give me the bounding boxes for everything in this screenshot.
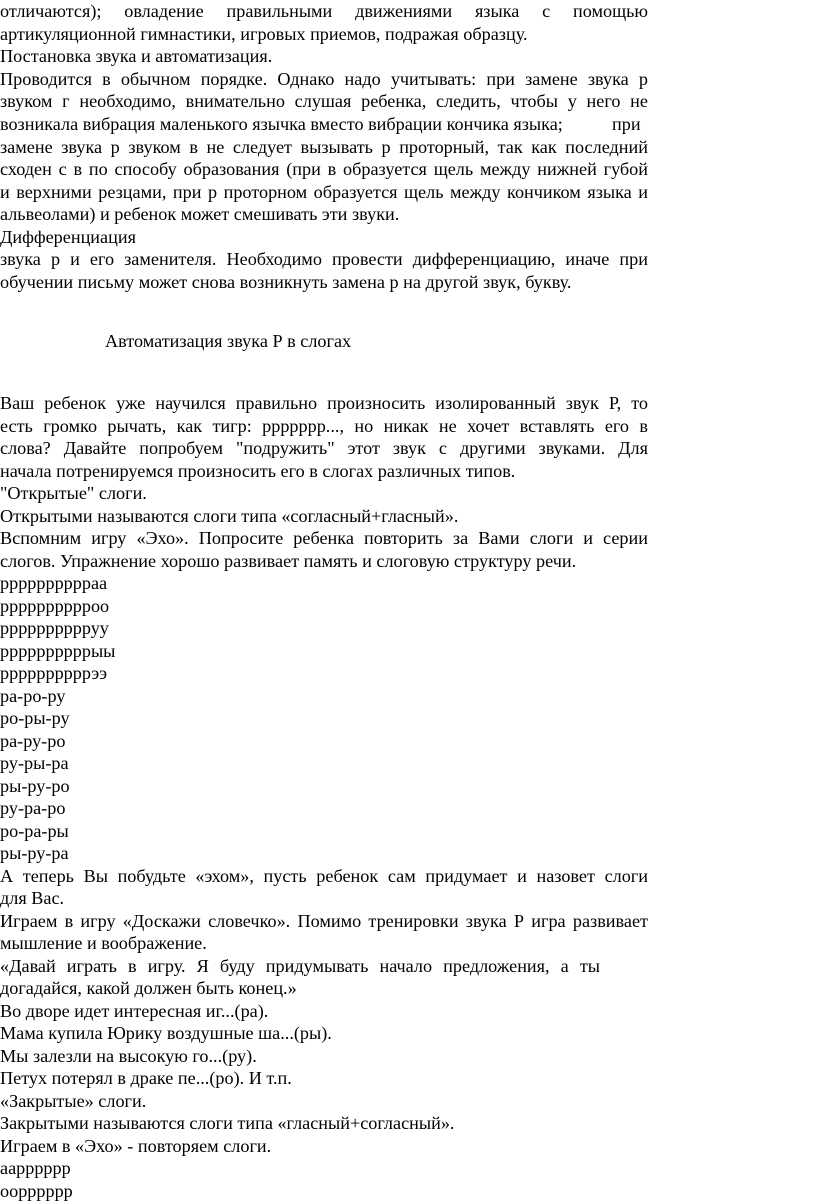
syllable-line: ра-ро-ру — [0, 686, 66, 706]
syllable-line: ро-ра-ры — [0, 821, 69, 841]
syllable-line: ро-ры-ру — [0, 708, 70, 728]
text-line: звука р и его заменителя. Необходимо провести дифференциацию, иначе при — [0, 249, 648, 269]
text-line: обучении письму может снова возникнуть замена р на другой звук, букву. — [0, 272, 572, 292]
text-line: есть громко рычать, как тигр: ррррррр..., но никак не хочет вставлять его в — [0, 416, 648, 436]
section-title: Автоматизация звука Р в слогах — [105, 331, 352, 351]
text-line: альвеолами) и ребенок может смешивать эти звуки. — [0, 204, 400, 224]
text-line: для Вас. — [0, 888, 65, 908]
text-line: Вспомним игру «Эхо». Попросите ребенка повторить за Вами слоги и серии — [0, 528, 648, 548]
text-line: замене звука р звуком в не следует вызывать р проторный, так как последний — [0, 137, 648, 157]
text-line: Проводится в обычном порядке. Однако надо учитывать: при замене звука р — [0, 69, 648, 89]
text-line: слова? Давайте попробуем "подружить" этот звук с другими звуками. Для — [0, 438, 648, 458]
text-line: Мама купила Юрику воздушные ша...(ры). — [0, 1023, 332, 1043]
text-line: Открытыми называются слоги типа «согласный+гласный». — [0, 506, 459, 526]
text-line: и верхними резцами, при р проторном образуется щель между кончиком языка и — [0, 182, 648, 202]
text-line: Играем в «Эхо» - повторяем слоги. — [0, 1136, 272, 1156]
syllable-line: оорррррр — [0, 1181, 73, 1201]
text-line: звуком г необходимо, внимательно слушая ребенка, следить, чтобы у него не — [0, 91, 648, 111]
text-line: А теперь Вы побудьте «эхом», пусть ребенок сам придумает и назовет слоги — [0, 866, 648, 886]
syllable-line: аарррррр — [0, 1158, 71, 1178]
text-line: догадайся, какой должен быть конец.» — [0, 978, 297, 998]
text-line: артикуляционной гимнастики, игровых приемов, подражая образцу. — [0, 24, 528, 44]
syllable-line: ры-ру-ра — [0, 843, 69, 863]
text-line: Играем в игру «Доскажи словечко». Помимо тренировки звука Р игра развивает — [0, 911, 648, 931]
text-line: отличаются); овладение правильными движениями языка с помощью — [0, 1, 648, 21]
text-line: Закрытыми называются слоги типа «гласный+согласный». — [0, 1113, 455, 1133]
text-line-part: возникала вибрация маленького язычка вместо вибрации кончика языка; — [0, 114, 563, 134]
text-line: Ваш ребенок уже научился правильно произносить изолированный звук Р, то — [0, 393, 648, 413]
text-line: сходен с в по способу образования (при в образуется щель между нижней губой — [0, 159, 648, 179]
syllable-line: ррррррррррээ — [0, 663, 108, 683]
syllable-line: ру-ра-ро — [0, 798, 66, 818]
syllable-line: ры-ру-ро — [0, 776, 70, 796]
syllable-line: рррррррррруу — [0, 618, 109, 638]
syllable-line: ру-ры-ра — [0, 753, 69, 773]
text-line: Постановка звука и автоматизация. — [0, 46, 273, 66]
text-line: начала потренируемся произносить его в слогах различных типов. — [0, 461, 516, 481]
text-line: Во дворе идет интересная иг...(ра). — [0, 1001, 269, 1021]
text-line: мышление и воображение. — [0, 933, 207, 953]
subheading: «Закрытые» слоги. — [0, 1091, 147, 1111]
subheading: Дифференциация — [0, 227, 136, 247]
text-line: Мы залезли на высокую го...(ру). — [0, 1046, 257, 1066]
syllable-line: рррррррррраа — [0, 573, 108, 593]
subheading: "Открытые" слоги. — [0, 483, 147, 503]
text-line: «Давай играть в игру. Я буду придумывать начало предложения, а ты — [0, 956, 600, 976]
syllable-line: рррррррррроо — [0, 596, 110, 616]
text-line: Петух потерял в драке пе...(ро). И т.п. — [0, 1068, 292, 1088]
text-line: возникала вибрация маленького язычка вместо вибрации кончика языка; при — [0, 114, 641, 134]
syllable-line: ррррррррррыы — [0, 641, 116, 661]
syllable-line: ра-ру-ро — [0, 731, 66, 751]
text-line: слогов. Упражнение хорошо развивает память и слоговую структуру речи. — [0, 551, 577, 571]
